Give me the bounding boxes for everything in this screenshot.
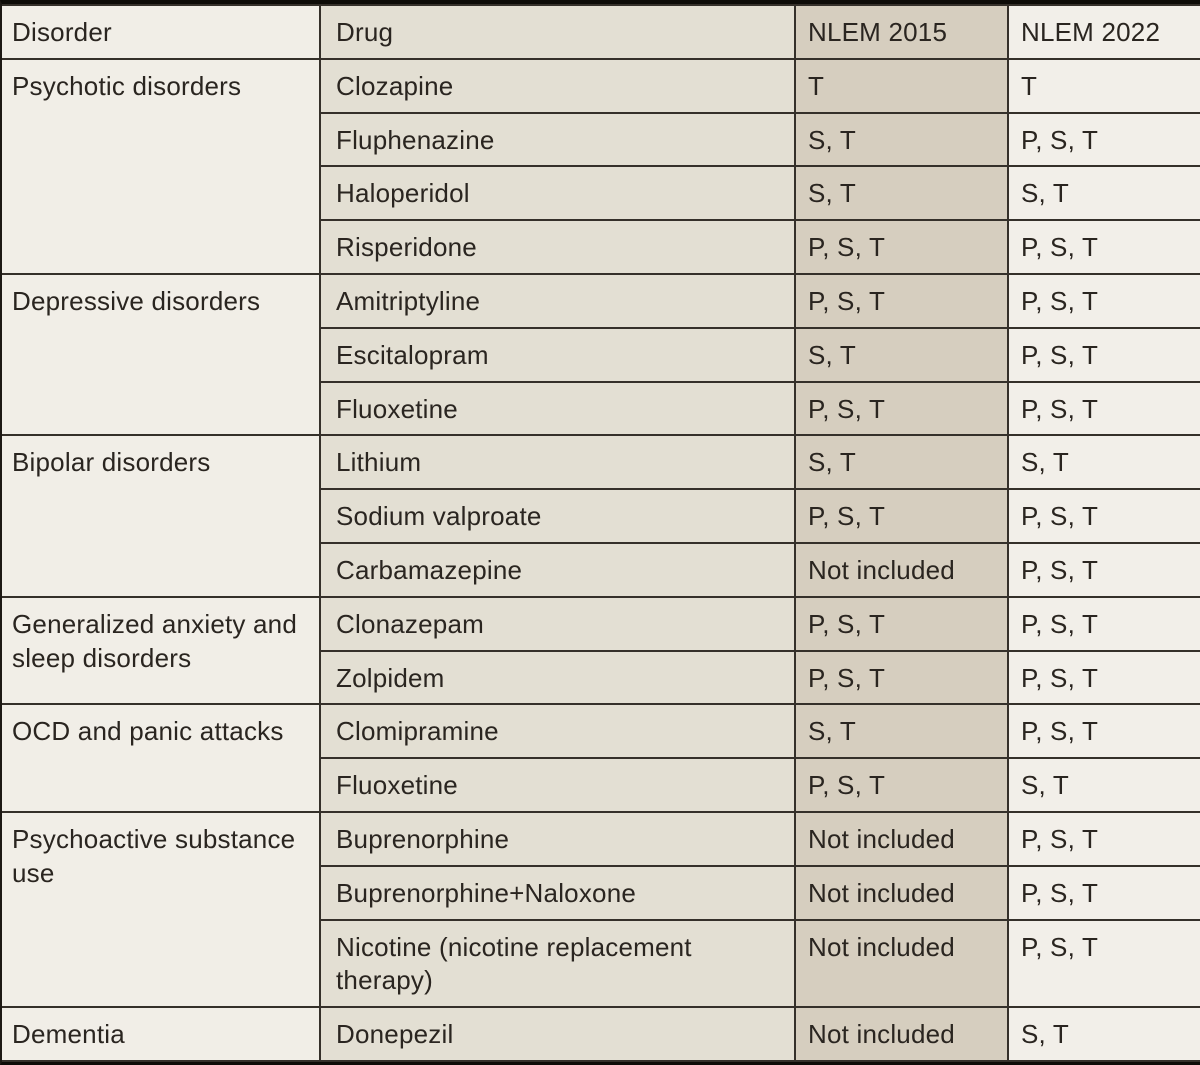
nlem2015-cell: S, T xyxy=(795,704,1008,758)
nlem2015-cell: Not included xyxy=(795,1007,1008,1061)
nlem2015-cell: Not included xyxy=(795,866,1008,920)
nlem2022-cell: P, S, T xyxy=(1008,651,1200,705)
table-row xyxy=(2,704,1200,758)
nlem2022-cell: P, S, T xyxy=(1008,489,1200,543)
drug-cell: Fluoxetine xyxy=(320,758,795,812)
nlem2022-cell: S, T xyxy=(1008,1007,1200,1061)
table-row xyxy=(2,435,1200,489)
nlem2022-cell: P, S, T xyxy=(1008,812,1200,866)
drug-cell: Haloperidol xyxy=(320,166,795,220)
drug-cell: Escitalopram xyxy=(320,328,795,382)
table-row xyxy=(2,597,1200,651)
nlem2022-cell: P, S, T xyxy=(1008,328,1200,382)
nlem2015-cell: P, S, T xyxy=(795,489,1008,543)
nlem2022-cell: S, T xyxy=(1008,435,1200,489)
nlem2022-cell: P, S, T xyxy=(1008,597,1200,651)
column-header-nlem2015: NLEM 2015 xyxy=(795,5,1008,59)
nlem2015-cell: P, S, T xyxy=(795,274,1008,328)
disorder-cell: Bipolar disorders xyxy=(2,435,320,596)
drug-cell: Nicotine (nicotine replacement therapy) xyxy=(320,920,795,1008)
nlem2015-cell: S, T xyxy=(795,113,1008,167)
nlem2022-cell: P, S, T xyxy=(1008,220,1200,274)
nlem2015-cell: Not included xyxy=(795,920,1008,1008)
nlem2022-cell: P, S, T xyxy=(1008,382,1200,436)
drug-cell: Amitriptyline xyxy=(320,274,795,328)
nlem2022-cell: P, S, T xyxy=(1008,113,1200,167)
disorder-cell: OCD and panic attacks xyxy=(2,704,320,812)
nlem2022-cell: S, T xyxy=(1008,166,1200,220)
nlem2015-cell: Not included xyxy=(795,812,1008,866)
column-header-drug: Drug xyxy=(320,5,795,59)
nlem2015-cell: T xyxy=(795,59,1008,113)
drug-cell: Donepezil xyxy=(320,1007,795,1061)
table-row xyxy=(2,274,1200,328)
table-row xyxy=(2,59,1200,113)
nlem2015-cell: P, S, T xyxy=(795,758,1008,812)
drug-cell: Clomipramine xyxy=(320,704,795,758)
drug-cell: Fluoxetine xyxy=(320,382,795,436)
drug-cell: Clozapine xyxy=(320,59,795,113)
disorder-cell: Depressive disorders xyxy=(2,274,320,435)
nlem2015-cell: S, T xyxy=(795,328,1008,382)
nlem2022-cell: P, S, T xyxy=(1008,920,1200,1008)
drug-cell: Buprenorphine+Naloxone xyxy=(320,866,795,920)
drug-cell: Buprenorphine xyxy=(320,812,795,866)
nlem2022-cell: P, S, T xyxy=(1008,866,1200,920)
header-row xyxy=(2,5,1200,59)
nlem2015-cell: S, T xyxy=(795,166,1008,220)
disorder-cell: Psychotic disorders xyxy=(2,59,320,274)
nlem2015-cell: P, S, T xyxy=(795,597,1008,651)
drug-cell: Clonazepam xyxy=(320,597,795,651)
nlem2022-cell: P, S, T xyxy=(1008,274,1200,328)
column-header-nlem2022: NLEM 2022 xyxy=(1008,5,1200,59)
nlem2015-cell: P, S, T xyxy=(795,220,1008,274)
nlem-comparison-table xyxy=(2,4,1200,1062)
disorder-cell: Dementia xyxy=(2,1007,320,1061)
disorder-cell: Psychoactive substance use xyxy=(2,812,320,1007)
drug-cell: Carbamazepine xyxy=(320,543,795,597)
drug-cell: Fluphenazine xyxy=(320,113,795,167)
nlem2022-cell: P, S, T xyxy=(1008,543,1200,597)
nlem2015-cell: P, S, T xyxy=(795,382,1008,436)
nlem2022-cell: S, T xyxy=(1008,758,1200,812)
drug-cell: Zolpidem xyxy=(320,651,795,705)
nlem2022-cell: T xyxy=(1008,59,1200,113)
nlem2015-cell: P, S, T xyxy=(795,651,1008,705)
drug-cell: Lithium xyxy=(320,435,795,489)
table-row xyxy=(2,1007,1200,1061)
nlem2015-cell: S, T xyxy=(795,435,1008,489)
nlem2015-cell: Not included xyxy=(795,543,1008,597)
disorder-cell: Generalized anxiety and sleep disorders xyxy=(2,597,320,705)
drug-cell: Risperidone xyxy=(320,220,795,274)
table-row xyxy=(2,812,1200,866)
drug-cell: Sodium valproate xyxy=(320,489,795,543)
nlem2022-cell: P, S, T xyxy=(1008,704,1200,758)
table-body xyxy=(2,59,1200,1061)
column-header-disorder: Disorder xyxy=(2,5,320,59)
